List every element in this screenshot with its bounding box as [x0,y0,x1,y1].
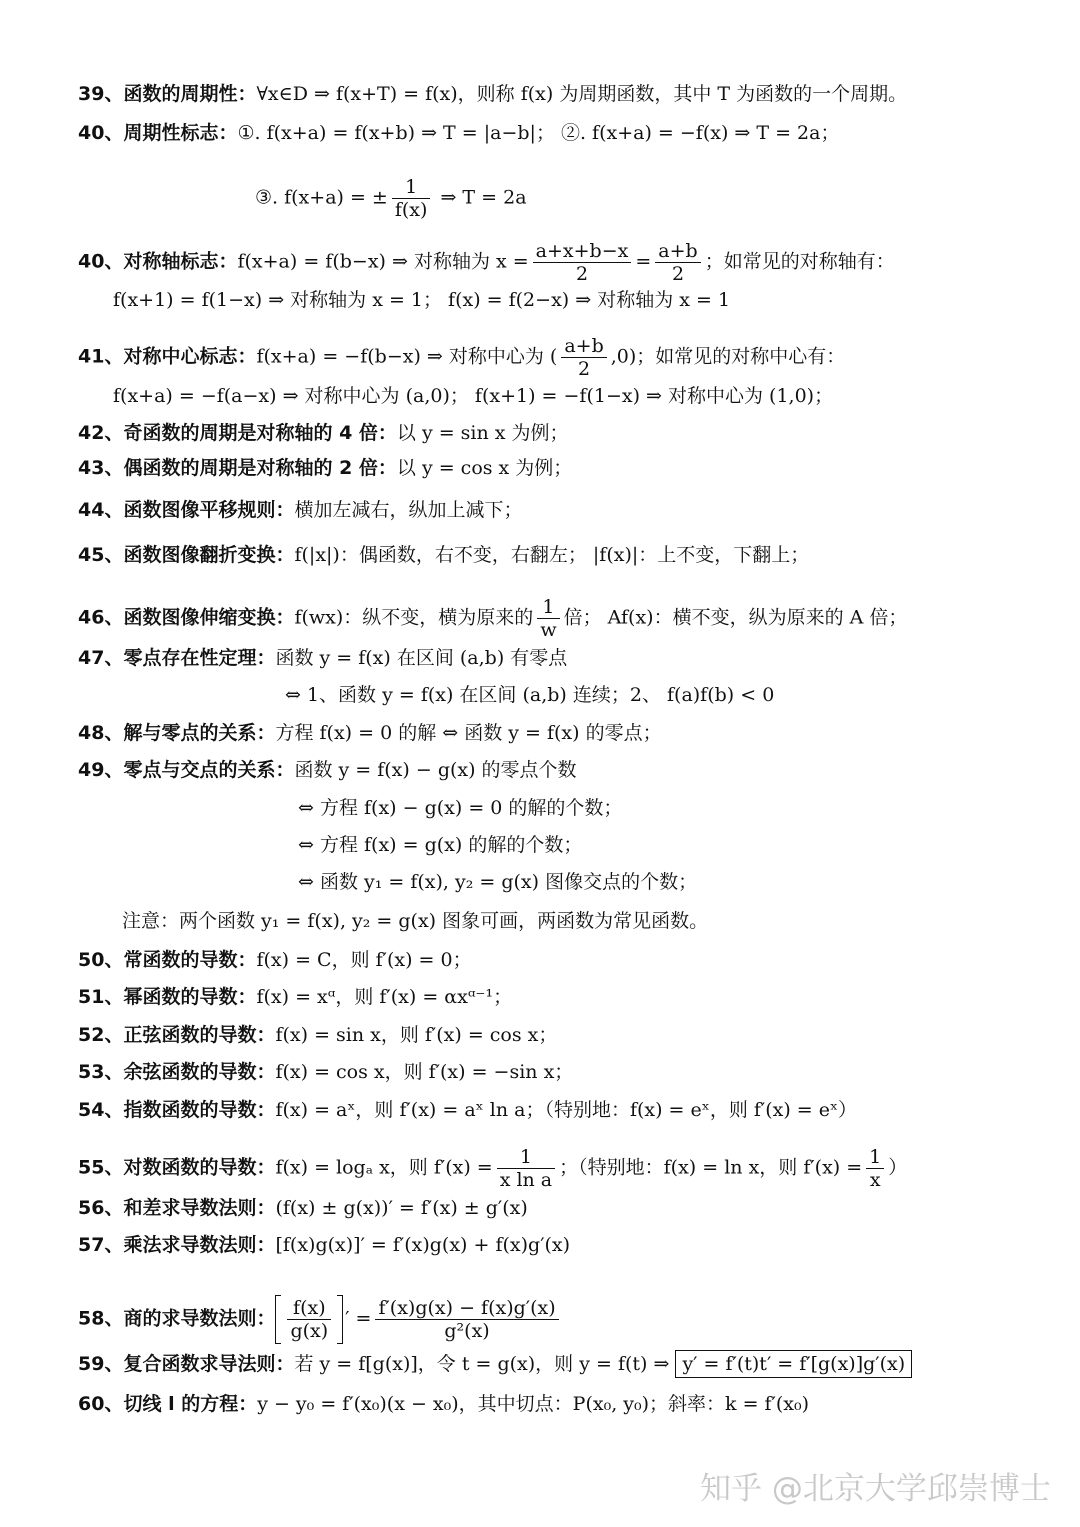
fraction [561,335,606,380]
rule-43 [78,456,572,480]
fraction [375,1297,558,1342]
fraction-numerator: a+b [564,335,604,357]
fraction-denominator: 2 [655,262,700,285]
rule-formula: 方程 f(x) = 0 的解 ⇔ 函数 y = f(x) 的零点； [275,722,662,744]
rule-46 [78,596,908,641]
rule-55 [78,1146,908,1191]
rule-formula: f(x+1) = f(1−x) ⇒ 对称轴为 x = 1； f(x) = f(2−x) ⇒ 对称轴为 x = 1 [113,289,731,311]
rule-formula: ⇔ 1、函数 y = f(x) 在区间 (a,b) 连续；2、 f(a)f(b) < 0 [285,684,775,706]
rule-formula: ⇔ 函数 y₁ = f(x), y₂ = g(x) 图像交点的个数； [298,871,698,893]
rule-49-equiv-1 [298,796,622,820]
formula-part: ；（特别地：f(x) = ln x，则 f′(x) = [559,1156,863,1179]
rule-45 [78,543,809,567]
formula-part: f(x+a) = −f(b−x) ⇒ 对称中心为 ( [256,345,558,368]
fraction [655,240,700,285]
rule-formula: 以 y = cos x 为例； [396,457,573,479]
fraction [537,596,559,641]
rule-52 [78,1023,557,1047]
rule-formula: ∀x∈D ⇒ f(x+T) = f(x)，则称 f(x) 为周期函数，其中 T 为函数的一个周期。 [256,83,908,105]
fraction-denominator: w [537,618,559,641]
watermark: 知乎 @北京大学邱崇博士 [700,1471,1051,1507]
rule-formula: y − y₀ = f′(x₀)(x − x₀)，其中切点：P(x₀, y₀)；斜率：k = f′(x₀) [257,1393,810,1415]
rule-48 [78,721,662,745]
rule-title: 对称轴标志： [123,250,238,273]
note-text: 注意：两个函数 y₁ = f(x), y₂ = g(x) 图象可画，两函数为常见函数。 [122,910,709,932]
formula-part: f(x+a) = f(b−x) ⇒ 对称轴为 x = [237,250,529,273]
rule-56 [78,1196,528,1220]
fraction-numerator: f′(x)g(x) − f(x)g′(x) [378,1297,556,1319]
rule-formula: (f(x) ± g(x))′ = f′(x) ± g′(x) [275,1197,528,1219]
rule-title: 偶函数的周期是对称轴的 2 倍： [123,457,397,479]
rule-number: 52、 [78,1024,124,1046]
rule-53 [78,1060,573,1084]
rule-title: 正弦函数的导数： [123,1024,276,1046]
rule-40-periodicity [78,121,839,145]
formula-part: 倍； Af(x)：横不变，纵为原来的 A 倍； [563,606,908,629]
rule-number: 40、 [78,250,124,273]
rule-57 [78,1233,570,1257]
rule-formula: 函数 y = f(x) 在区间 (a,b) 有零点 [275,647,568,669]
rule-number: 42、 [78,422,124,444]
fraction [533,240,632,285]
rule-number: 56、 [78,1197,124,1219]
rule-title: 切线 l 的方程： [123,1393,258,1415]
rule-40-symmetry-axis [78,240,895,285]
rule-number: 43、 [78,457,124,479]
rule-41-example [113,384,833,408]
rule-title: 幂函数的导数： [123,986,257,1008]
rule-49-equiv-2 [298,833,582,857]
rule-formula: f(x) = cos x，则 f′(x) = −sin x； [275,1061,574,1083]
fraction-numerator: f(x) [293,1297,326,1319]
rule-number: 55、 [78,1156,124,1179]
formula-part: ③. f(x+a) = ± [255,186,388,209]
rule-number: 51、 [78,986,124,1008]
rule-number: 47、 [78,647,124,669]
rule-title: 常函数的导数： [123,949,257,971]
rule-title: 零点与交点的关系： [123,759,295,781]
rule-49 [78,758,577,782]
rule-51 [78,985,512,1009]
rule-49-equiv-3 [298,870,697,894]
rule-title: 函数的周期性： [123,83,257,105]
rule-number: 54、 [78,1099,124,1121]
rule-number: 44、 [78,499,124,521]
fraction-denominator: x [866,1168,884,1191]
rule-40-periodicity-cont [255,176,527,221]
fraction-denominator: f(x) [392,198,431,221]
formula-part: ⇒ T = 2a [434,186,527,209]
rule-title: 奇函数的周期是对称轴的 4 倍： [123,422,397,444]
rule-title: 复合函数求导法则： [123,1353,295,1375]
rule-41 [78,335,846,380]
rule-number: 46、 [78,606,124,629]
fraction [866,1146,884,1191]
formula-part: ；如常见的对称轴有： [704,250,895,273]
rule-formula: ⇔ 方程 f(x) = g(x) 的解的个数； [298,834,583,856]
rule-39 [78,82,907,106]
rule-50 [78,948,472,972]
rule-47-condition [285,683,774,707]
rule-title: 零点存在性定理： [123,647,276,669]
rule-60 [78,1392,809,1416]
rule-58 [78,1297,563,1342]
formula-part: ,0)；如常见的对称中心有： [610,345,846,368]
rule-40-symmetry-axis-example [113,288,730,312]
rule-number: 60、 [78,1393,124,1415]
rule-formula: [f(x)g(x)]′ = f′(x)g(x) + f(x)g′(x) [275,1234,571,1256]
rule-title: 余弦函数的导数： [123,1061,276,1083]
rule-title: 函数图像平移规则： [123,499,295,521]
rule-42 [78,421,569,445]
rule-formula: f(x) = aˣ，则 f′(x) = aˣ ln a；（特别地：f(x) = eˣ，则 f′(x) = eˣ） [275,1099,858,1121]
rule-number: 53、 [78,1061,124,1083]
rule-formula: f(x) = xᵅ，则 f′(x) = αxᵅ⁻¹； [256,986,513,1008]
rule-title: 和差求导数法则： [123,1197,276,1219]
formula-part: = [635,250,652,273]
fraction-numerator: a+x+b−x [535,240,629,262]
fraction-denominator: g²(x) [375,1319,558,1342]
rule-number: 49、 [78,759,124,781]
rule-title: 乘法求导数法则： [123,1234,276,1256]
rule-formula: ①. f(x+a) = f(x+b) ⇒ T = |a−b|； ②. f(x+a) = −f(x) ⇒ T = 2a； [237,122,840,144]
rule-formula: ⇔ 方程 f(x) − g(x) = 0 的解的个数； [298,797,623,819]
rule-formula: 若 y = f[g(x)]，令 t = g(x)，则 y = f(t) ⇒ [294,1353,670,1375]
fraction-numerator: a+b [658,240,698,262]
fraction-denominator: 2 [561,357,606,380]
fraction [497,1146,555,1191]
rule-title: 对数函数的导数： [123,1156,276,1179]
fraction-numerator: 1 [519,1146,532,1168]
rule-title: 商的求导数法则： [123,1307,276,1330]
fraction [287,1297,331,1342]
rule-title: 周期性标志： [123,122,238,144]
rule-number: 58、 [78,1307,124,1330]
rule-number: 57、 [78,1234,124,1256]
rule-title: 指数函数的导数： [123,1099,276,1121]
rule-number: 59、 [78,1353,124,1375]
rule-formula: f(x) = sin x，则 f′(x) = cos x； [275,1024,558,1046]
boxed-formula: y′ = f′(t)t′ = f′[g(x)]g′(x) [675,1350,912,1378]
fraction-denominator: x ln a [497,1168,555,1191]
rule-number: 50、 [78,949,124,971]
rule-number: 41、 [78,345,124,368]
formula-part: ） [888,1156,908,1179]
rule-formula: 以 y = sin x 为例； [396,422,569,444]
fraction-numerator: 1 [869,1146,882,1168]
formula-part: f(wx)：纵不变，横为原来的 [294,606,534,629]
fraction-numerator: 1 [542,596,555,618]
rule-44 [78,498,522,522]
rule-formula: 函数 y = f(x) − g(x) 的零点个数 [294,759,577,781]
rule-number: 45、 [78,544,124,566]
rule-title: 解与零点的关系： [123,722,276,744]
rule-formula: f(|x|)：偶函数，右不变，右翻左； |f(x)|：上不变，下翻上； [294,544,810,566]
rule-formula: f(x+a) = −f(a−x) ⇒ 对称中心为 (a,0)； f(x+1) = −f(1−x) ⇒ 对称中心为 (1,0)； [113,385,834,407]
formula-part: ′ = [345,1307,372,1330]
rule-title: 对称中心标志： [123,345,257,368]
fraction-denominator: g(x) [287,1319,331,1342]
fraction [392,176,431,221]
rule-47 [78,646,567,670]
rule-number: 39、 [78,83,124,105]
rule-formula: f(x) = C，则 f′(x) = 0； [256,949,472,971]
rule-59 [78,1352,912,1376]
rule-number: 40、 [78,122,124,144]
rule-54 [78,1098,857,1122]
formula-part: f(x) = logₐ x，则 f′(x) = [275,1156,493,1179]
fraction-numerator: 1 [405,176,418,198]
fraction-denominator: 2 [533,262,632,285]
rule-title: 函数图像伸缩变换： [123,606,295,629]
square-bracket-group [275,1297,343,1342]
rule-formula: 横加左减右，纵加上减下； [294,499,523,521]
rule-number: 48、 [78,722,124,744]
rule-49-note [122,909,708,933]
rule-title: 函数图像翻折变换： [123,544,295,566]
